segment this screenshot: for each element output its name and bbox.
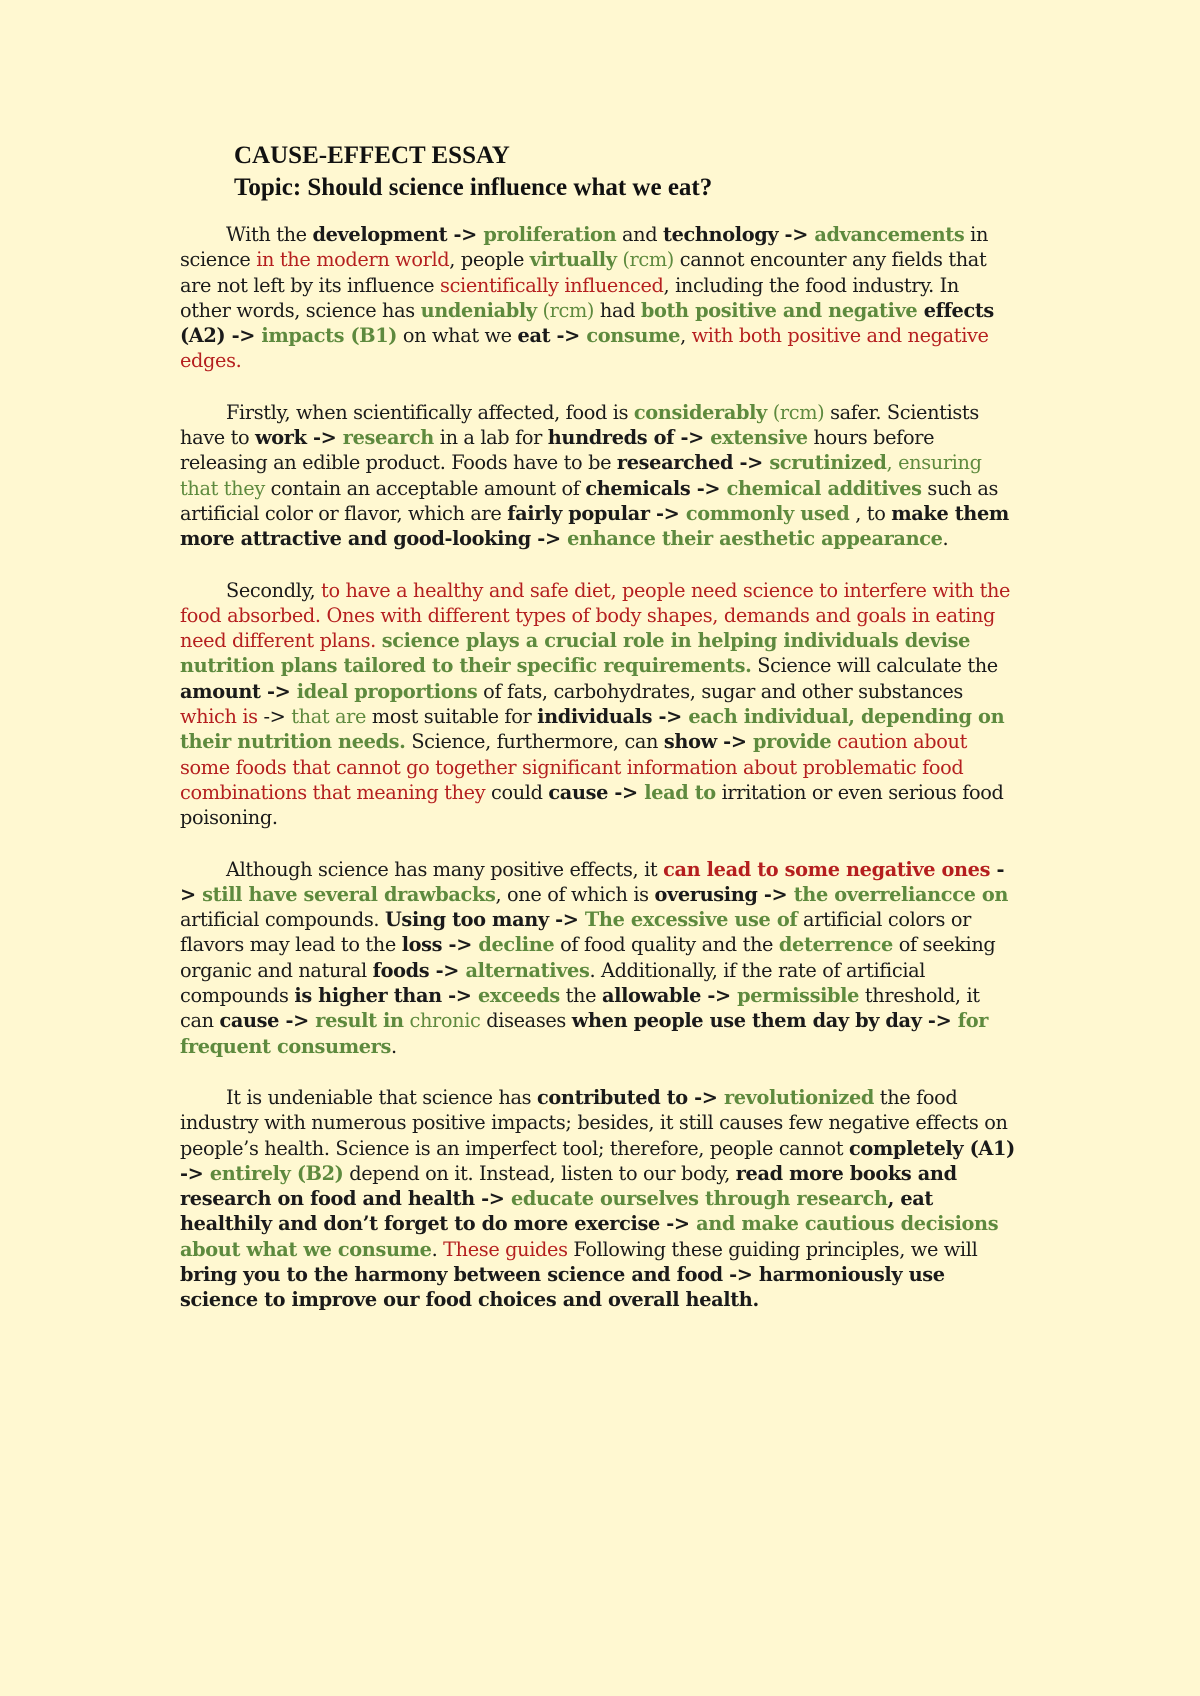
text-segment: for frequent consumers	[180, 1009, 989, 1058]
text-segment: Secondly,	[226, 578, 322, 602]
text-segment: and	[616, 223, 664, 246]
text-segment: could	[485, 780, 549, 804]
essay-paragraph	[180, 857, 1015, 1059]
text-segment: contain an acceptable amount of	[264, 476, 586, 500]
text-segment: deterrence	[778, 933, 893, 957]
text-segment: eat ->	[517, 324, 580, 348]
text-segment: Science, furthermore, can	[405, 730, 664, 754]
text-segment: ->	[257, 705, 286, 729]
essay-title: CAUSE-EFFECT ESSAY	[234, 142, 510, 169]
text-segment: With the	[226, 223, 313, 246]
essay-topic: Topic: Should science influence what we eat?	[234, 174, 713, 201]
text-segment: contributed to ->	[537, 1085, 718, 1109]
text-segment: .	[431, 1237, 444, 1261]
text-segment: cannot encounter any fields that are not left by its influence	[180, 248, 987, 297]
text-segment: scientifically influenced	[440, 273, 664, 297]
text-segment: ,	[680, 324, 692, 348]
text-segment: considerably	[633, 400, 767, 424]
text-segment: overusing ->	[654, 882, 788, 906]
essay-paragraph	[180, 1085, 1015, 1313]
text-segment: researched ->	[616, 451, 763, 475]
text-segment: completely (A1) ->	[180, 1136, 1015, 1185]
text-segment: The excessive use of	[578, 908, 798, 932]
text-segment: development ->	[312, 223, 477, 246]
essay-paragraph	[180, 400, 1015, 552]
text-segment: , including the food industry. In other words, science has	[180, 273, 959, 322]
text-segment: scrutinized	[762, 451, 887, 475]
text-segment: and make cautious decisions about what we consume	[180, 1212, 999, 1261]
text-segment: cause ->	[219, 1009, 309, 1033]
text-segment: , to	[849, 501, 892, 525]
text-segment: each individual, depending on their nutrition needs.	[180, 705, 1005, 754]
text-segment: of fats, carbohydrates, sugar and other substances	[477, 679, 963, 703]
text-segment: research	[336, 426, 434, 450]
text-segment: commonly used	[679, 501, 850, 525]
text-segment: that are	[285, 705, 367, 729]
text-segment: impacts (B1)	[255, 324, 398, 348]
text-segment: enhance their aesthetic appearance	[560, 527, 943, 551]
text-segment: , one of which is	[495, 882, 655, 906]
text-segment: science plays a crucial role in helping individuals devise nutrition plans tailored to their specific requirements.	[180, 629, 971, 678]
text-segment: of food quality and the	[554, 933, 779, 957]
text-segment: Using too many ->	[384, 908, 579, 932]
text-segment: diseases	[480, 1009, 572, 1033]
text-segment: safer. Scientists have to	[180, 400, 979, 450]
text-segment: , eat healthily and don’t forget to do more exercise ->	[180, 1187, 933, 1236]
text-segment: , ensuring that they	[180, 451, 982, 500]
text-segment: irritation or even serious food poisoning.	[180, 780, 1004, 830]
text-segment: . Additionally, if the rate of artificial compounds	[180, 958, 926, 1008]
text-segment: amount ->	[180, 679, 291, 703]
text-segment: with both positive and negative edges.	[180, 324, 989, 373]
text-segment: the food industry with numerous positive impacts; besides, it still causes few negative effects on people’s health. Science is an imperfect tool; therefore, people cannot	[180, 1085, 1008, 1160]
text-segment: Although science has many positive effects, it	[226, 857, 664, 881]
text-segment: (rcm)	[616, 248, 674, 272]
text-segment: chronic	[403, 1009, 481, 1033]
text-segment: to have a healthy and safe diet, people need science to interfere with the food absorbed. Ones with different types of body shapes, demands and goals in eating need different plans.	[180, 578, 1011, 653]
text-segment: artificial compounds.	[180, 908, 385, 932]
text-segment: result in	[308, 1009, 404, 1033]
text-segment: depend on it. Instead, listen to our body,	[343, 1161, 736, 1185]
text-segment: had	[594, 298, 641, 322]
text-segment: in the modern world	[256, 248, 450, 272]
text-segment: allowable ->	[601, 984, 731, 1008]
text-segment: such as artificial color or flavor, which are	[180, 476, 999, 525]
text-segment: bring you to the harmony between science and food -> harmoniously use science to improve our food choices and overall health.	[180, 1262, 945, 1312]
text-segment: Science will calculate the	[751, 654, 998, 678]
text-segment: (rcm)	[536, 298, 595, 322]
text-segment: most suitable for	[366, 705, 538, 729]
text-segment: alternatives	[459, 958, 590, 982]
text-segment: is higher than ->	[294, 984, 472, 1008]
text-segment: , people	[449, 248, 530, 272]
text-segment: revolutionized	[717, 1085, 875, 1109]
text-segment: technology ->	[663, 223, 809, 246]
text-segment: when people use them day by day ->	[571, 1009, 952, 1033]
text-segment: Firstly, when scientifically affected, food is	[226, 400, 634, 424]
text-segment: in science	[180, 223, 989, 272]
text-segment: ideal proportions	[290, 679, 478, 703]
text-segment: hours before releasing an edible product. Foods have to be	[180, 426, 935, 475]
text-segment: cause ->	[548, 780, 638, 804]
text-segment: advancements	[808, 223, 965, 246]
text-segment: work ->	[255, 426, 337, 450]
text-segment: which is	[180, 705, 258, 729]
text-segment: exceeds	[471, 984, 560, 1008]
text-segment: read more books and research on food and health ->	[180, 1161, 957, 1211]
text-segment: effects (A2) ->	[180, 298, 994, 348]
text-segment: entirely (B2)	[203, 1161, 344, 1185]
text-segment: consume	[579, 324, 681, 348]
text-segment: provide	[746, 730, 832, 754]
essay-paragraph	[180, 222, 1015, 374]
essay-body	[180, 222, 1015, 1313]
text-segment: educate ourselves through research	[504, 1187, 888, 1211]
text-segment: make them more attractive and good-looking ->	[180, 501, 1009, 551]
text-segment: fairly popular ->	[507, 501, 680, 525]
text-segment: individuals ->	[537, 705, 682, 729]
text-segment: undeniably	[420, 298, 537, 322]
text-segment: virtually	[529, 248, 617, 272]
text-segment: chemical additives	[720, 476, 922, 500]
text-segment: of seeking organic and natural	[180, 933, 996, 982]
text-segment: (rcm)	[766, 400, 825, 424]
text-segment: loss ->	[401, 933, 473, 957]
text-segment: in a lab for	[433, 426, 548, 450]
text-segment: the overreliancce on	[787, 882, 1009, 906]
text-segment: proliferation	[476, 223, 617, 246]
text-segment: It is undeniable that science has	[226, 1085, 538, 1109]
text-segment: These guides	[443, 1237, 568, 1261]
text-segment: artificial colors or flavors may lead to the	[180, 908, 971, 957]
text-segment: show ->	[663, 730, 747, 754]
text-segment: ->	[180, 857, 1005, 906]
text-segment: lead to	[637, 780, 716, 804]
text-segment: hundreds of ->	[547, 426, 704, 450]
essay-paragraph	[180, 578, 1015, 831]
text-segment: can lead to some negative ones	[663, 857, 991, 881]
text-segment: decline	[472, 933, 555, 957]
text-segment: threshold, it can	[180, 984, 980, 1033]
text-segment: permissible	[730, 984, 860, 1008]
text-segment: Following these guiding principles, we will	[567, 1237, 978, 1261]
text-segment: both positive and negative	[640, 298, 918, 322]
text-segment: extensive	[703, 426, 808, 450]
text-segment: .	[391, 1034, 397, 1058]
text-segment: on what we	[397, 324, 518, 348]
text-segment: chemicals ->	[585, 476, 721, 500]
text-segment: caution about some foods that cannot go together significant information about problematic food combinations that meaning they	[180, 730, 967, 804]
text-segment: .	[942, 527, 949, 551]
text-segment: foods ->	[372, 958, 460, 982]
text-segment: the	[559, 984, 602, 1008]
text-segment: still have several drawbacks	[195, 882, 496, 906]
